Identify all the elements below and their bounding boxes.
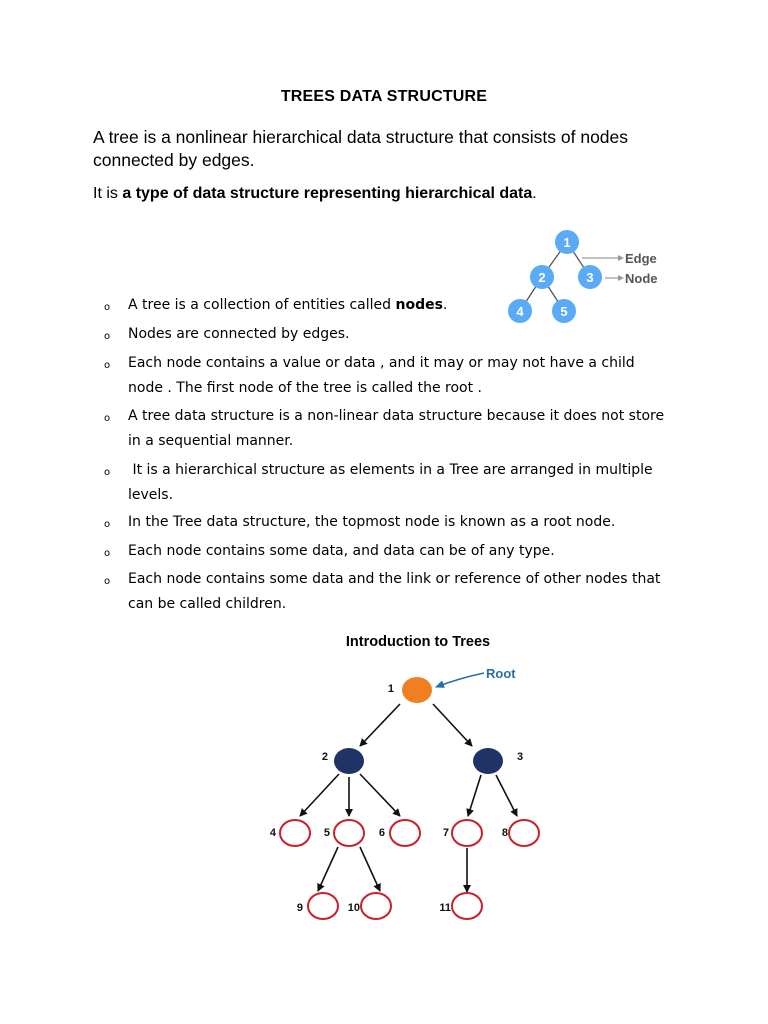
node-number-9: 9 <box>296 902 303 914</box>
small-node-label-4: 4 <box>516 304 524 319</box>
node-label: Node <box>625 271 658 286</box>
node-number-2: 2 <box>321 751 328 763</box>
tree-node-5 <box>334 820 364 846</box>
list-item <box>104 510 676 535</box>
list-item <box>104 351 676 376</box>
list-item <box>104 539 676 564</box>
tree-figure <box>250 656 570 936</box>
list-item-bold: nodes <box>395 297 443 313</box>
small-node-label-2: 2 <box>538 270 546 285</box>
list-item-continuation <box>128 483 676 508</box>
node-number-3: 3 <box>517 751 524 763</box>
list-item <box>104 322 676 347</box>
tree-node-7 <box>452 820 482 846</box>
list-item-continuation <box>128 376 676 401</box>
tree-node-1 <box>402 677 432 703</box>
list-item <box>104 567 676 592</box>
bullet-marker: o <box>104 360 111 371</box>
tree-node-9 <box>308 893 338 919</box>
node-number-11: 11 <box>439 902 451 914</box>
list-item-text: node . The first node of the tree is called the root . <box>128 380 482 396</box>
edge-3-8 <box>496 775 517 816</box>
tree-node-3 <box>473 748 503 774</box>
bullet-marker: o <box>104 548 111 559</box>
bullet-marker: o <box>104 331 111 342</box>
list-item-continuation <box>128 429 676 454</box>
tree-node-11 <box>452 893 482 919</box>
edge-label: Edge <box>625 251 657 266</box>
node-number-1: 1 <box>387 683 394 695</box>
definition-line <box>93 184 693 204</box>
list-item-text: Each node contains some data, and data can be of any type. <box>128 543 555 559</box>
list-item-text: It is a hierarchical structure as elements in a Tree are arranged in multiple <box>128 462 653 478</box>
bullet-marker: o <box>104 519 111 530</box>
node-number-4: 4 <box>269 827 276 839</box>
small-node-label-5: 5 <box>560 304 568 319</box>
node-pointer <box>605 275 624 281</box>
root-pointer-arrow <box>436 673 484 687</box>
list-item-text-end: . <box>442 297 448 313</box>
bullet-marker: o <box>104 467 111 478</box>
tree-edges <box>300 704 517 892</box>
node-number-10: 10 <box>347 902 360 914</box>
bullet-marker: o <box>104 413 111 424</box>
small-node-label-1: 1 <box>563 235 571 250</box>
tree-node-4 <box>280 820 310 846</box>
node-number-6: 6 <box>378 827 385 839</box>
tree-node-10 <box>361 893 391 919</box>
tree-node-2 <box>334 748 364 774</box>
root-label: Root <box>486 666 516 681</box>
list-item <box>104 458 676 483</box>
list-item <box>104 404 676 429</box>
edge-5-9 <box>318 847 338 891</box>
tree-node-6 <box>390 820 420 846</box>
list-item-text: A tree is a collection of entities called <box>128 297 396 313</box>
definition-prefix: It is <box>93 185 123 202</box>
list-item-text: can be called children. <box>128 596 287 612</box>
page-title: TREES DATA STRUCTURE <box>280 88 488 105</box>
list-item-text: in a sequential manner. <box>128 433 294 449</box>
edge-2-6 <box>360 774 400 816</box>
list-item-text: Each node contains a value or data , and it may or may not have a child <box>128 355 635 371</box>
node-number-7: 7 <box>442 827 449 839</box>
edge-1-2 <box>360 704 400 746</box>
definition-bold: a type of data structure representing hierarchical data <box>122 185 533 202</box>
edge-5-10 <box>360 847 380 891</box>
figure-title: Introduction to Trees <box>345 634 491 650</box>
edge-pointer <box>582 255 624 261</box>
bullet-marker: o <box>104 576 111 587</box>
edge-1-3 <box>433 704 472 746</box>
node-number-8: 8 <box>501 827 508 839</box>
edge-2-4 <box>300 774 339 816</box>
list-item <box>104 293 676 318</box>
list-item-text: A tree data structure is a non-linear data structure because it does not store <box>128 408 665 424</box>
list-item-text: Each node contains some data and the link or reference of other nodes that <box>128 571 661 587</box>
small-node-label-3: 3 <box>586 270 594 285</box>
list-item-text: Nodes are connected by edges. <box>128 326 350 342</box>
intro-paragraph: A tree is a nonlinear hierarchical data structure that consists of nodes connected by edges. <box>93 127 629 170</box>
bullet-marker: o <box>104 302 111 313</box>
edge-3-7 <box>468 775 481 816</box>
list-item-text: In the Tree data structure, the topmost node is known as a root node. <box>128 514 616 530</box>
list-item-text: levels. <box>128 487 174 503</box>
list-item-continuation <box>128 592 676 617</box>
tree-node-8 <box>509 820 539 846</box>
node-number-5: 5 <box>323 827 330 839</box>
definition-suffix: . <box>532 185 537 202</box>
